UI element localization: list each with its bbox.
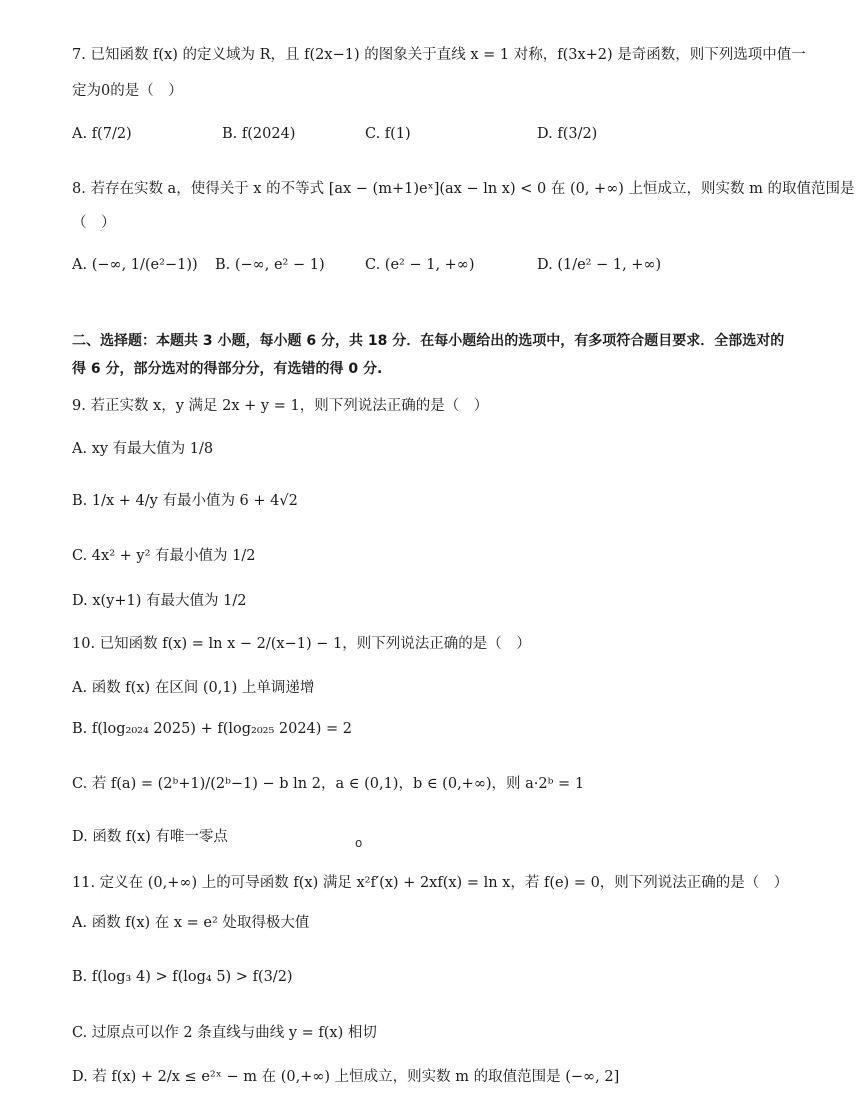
q11-option-d: D. 若 f(x) + 2/x ≤ e²ˣ − m 在 (0,+∞) 上恒成立，则实数 m 的取值范围是 (−∞, 2] [72, 1069, 620, 1085]
q7-options [72, 114, 832, 154]
q9-stem: 9. 若正实数 x，y 满足 2x + y = 1，则下列说法正确的是（ ） [72, 398, 489, 414]
q7-option-a: A. f(7/2) [72, 126, 132, 142]
q11-option-b: B. f(log₃ 4) > f(log₄ 5) > f(3/2) [72, 969, 293, 985]
q10-stem: 10. 已知函数 f(x) = ln x − 2/(x−1) − 1，则下列说法正确的是（ ） [72, 636, 531, 652]
q8-options [72, 245, 832, 285]
q8-option-a: A. (−∞, 1/(e²−1)) [72, 257, 198, 273]
q8-option-b: B. (−∞, e² − 1) [215, 257, 325, 273]
q11-option-a: A. 函数 f(x) 在 x = e² 处取得极大值 [72, 915, 310, 931]
q8-option-d: D. (1/e² − 1, +∞) [537, 257, 662, 273]
q7-option-c: C. f(1) [365, 126, 411, 142]
q10-option-d: D. 函数 f(x) 有唯一零点 [72, 829, 228, 845]
q10-option-a: A. 函数 f(x) 在区间 (0,1) 上单调递增 [72, 680, 315, 696]
q11-option-c: C. 过原点可以作 2 条直线与曲线 y = f(x) 相切 [72, 1025, 377, 1041]
section2-heading-line1: 二、选择题：本题共 3 小题，每小题 6 分，共 18 分．在每小题给出的选项中，有多项符合题目要求．全部选对的 [72, 333, 785, 349]
q9-option-c: C. 4x² + y² 有最小值为 1/2 [72, 548, 256, 564]
q8-option-c: C. (e² − 1, +∞) [365, 257, 475, 273]
q10-option-b: B. f(log₂₀₂₄ 2025) + f(log₂₀₂₅ 2024) = 2 [72, 721, 353, 737]
q9-option-b: B. 1/x + 4/y 有最小值为 6 + 4√2 [72, 493, 298, 509]
q11-stem: 11. 定义在 (0,+∞) 上的可导函数 f(x) 满足 x²f′(x) + 2xf(x) = ln x，若 f(e) = 0，则下列说法正确的是（ ） [72, 875, 789, 891]
stray-mark: o [355, 836, 363, 850]
section2-heading-line2: 得 6 分，部分选对的得部分分，有选错的得 0 分. [72, 361, 383, 377]
q7-stem-line1: 7. 已知函数 f(x) 的定义域为 R，且 f(2x−1) 的图象关于直线 x = 1 对称，f(3x+2) 是奇函数，则下列选项中值一 [72, 47, 806, 63]
q8-stem-line2: （ ） [72, 215, 116, 231]
q9-option-d: D. x(y+1) 有最大值为 1/2 [72, 593, 247, 609]
q7-option-d: D. f(3/2) [537, 126, 598, 142]
q10-option-c: C. 若 f(a) = (2ᵇ+1)/(2ᵇ−1) − b ln 2，a ∈ (0,1)，b ∈ (0,+∞)，则 a·2ᵇ = 1 [72, 776, 585, 792]
q9-option-a: A. xy 有最大值为 1/8 [72, 441, 214, 457]
q7-stem-line2: 定为0的是（ ） [72, 83, 183, 99]
q8-stem-line1: 8. 若存在实数 a，使得关于 x 的不等式 [ax − (m+1)eˣ](ax − ln x) < 0 在 (0, +∞) 上恒成立，则实数 m 的取值范围是 [72, 181, 855, 197]
q7-option-b: B. f(2024) [222, 126, 296, 142]
